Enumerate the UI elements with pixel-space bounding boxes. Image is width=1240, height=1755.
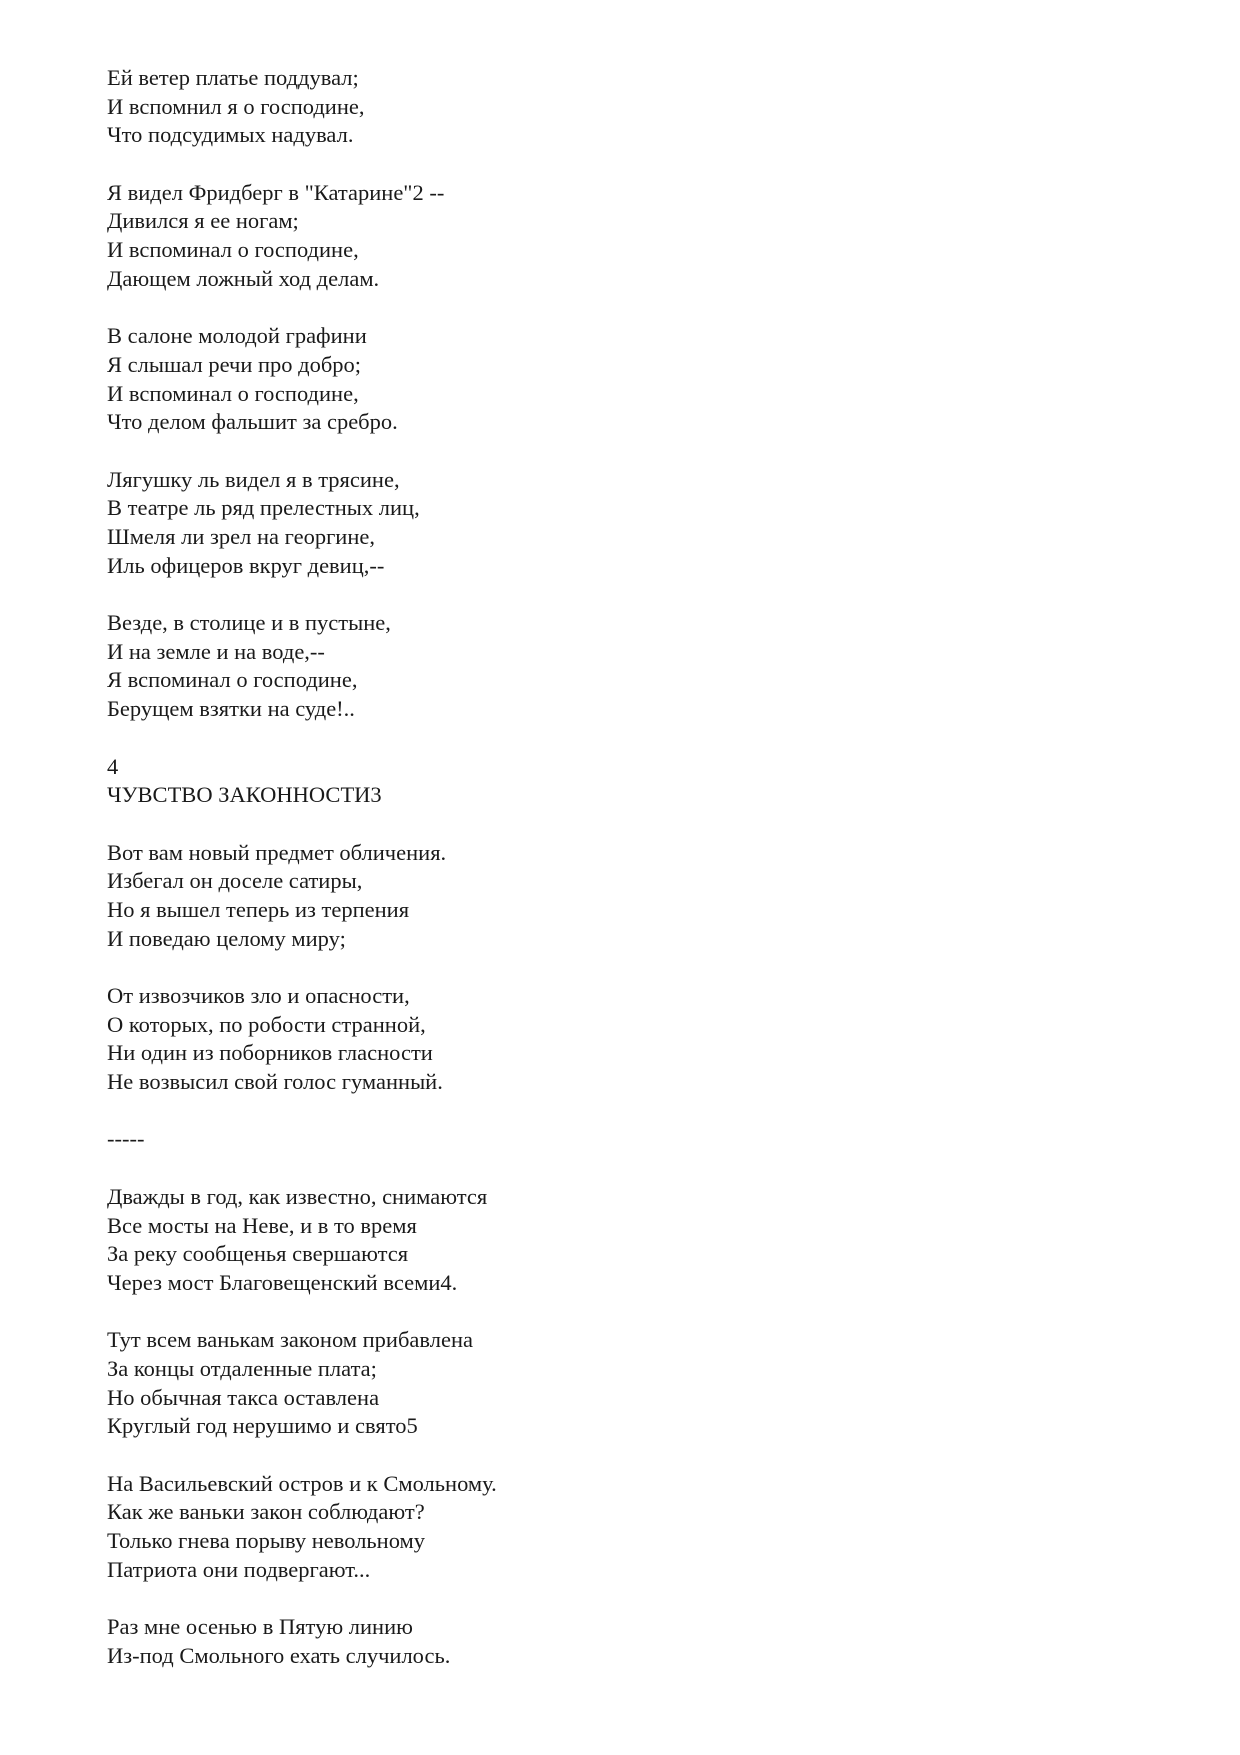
stanza [107,982,1107,1097]
stanza [107,1183,1107,1298]
verse-line: Что делом фальшит за сребро. [107,409,398,435]
verse-line: Берущем взятки на суде!.. [107,696,355,722]
verse-line: Избегал он доселе сатиры, [107,868,363,894]
stanzas-after [107,1183,1107,1671]
verse-line: Раз мне осенью в Пятую линию [107,1614,413,1640]
verse-line: За реку сообщенья свершаются [107,1241,409,1267]
verse-line: Круглый год нерушимо и свято5 [107,1413,418,1439]
verse-line: Ни один из поборников гласности [107,1040,433,1066]
section-number: 4 [107,753,119,779]
stanza [107,179,1107,294]
verse-line: В салоне молодой графини [107,323,367,349]
separator [107,1125,1107,1154]
verse-line: О которых, по робости странной, [107,1011,426,1037]
verse-line: Я вспоминал о господине, [107,667,358,693]
section-heading [107,753,1107,810]
verse-line: Но обычная такса оставлена [107,1384,380,1410]
verse-line: И вспоминал о господине, [107,237,359,263]
verse-line: Патриота они подвергают... [107,1556,371,1582]
stanza [107,1470,1107,1585]
document-page [107,64,1107,1699]
verse-line: Как же ваньки закон соблюдают? [107,1499,425,1525]
verse-line: Не возвысил свой голос гуманный. [107,1069,443,1095]
verse-line: Что подсудимых надувал. [107,122,354,148]
verse-line: Через мост Благовещенский всеми4. [107,1269,458,1295]
verse-line: Вот вам новый предмет обличения. [107,839,447,865]
stanza [107,609,1107,724]
stanzas-middle [107,839,1107,1097]
verse-line: Из-под Смольного ехать случилось. [107,1642,451,1668]
verse-line: Везде, в столице и в пустыне, [107,610,391,636]
verse-line: За концы отдаленные плата; [107,1355,377,1381]
verse-line: Дивился я ее ногам; [107,208,299,234]
stanza [107,322,1107,437]
verse-line: И на земле и на воде,-- [107,638,325,664]
verse-line: И вспоминал о господине, [107,380,359,406]
verse-line: Я слышал речи про добро; [107,351,362,377]
verse-line: Лягушку ль видел я в трясине, [107,466,400,492]
stanza [107,1326,1107,1441]
verse-line: В театре ль ряд прелестных лиц, [107,495,420,521]
stanza [107,839,1107,954]
stanzas-before [107,64,1107,724]
verse-line: Тут всем ванькам законом прибавлена [107,1327,473,1353]
verse-line: И вспомнил я о господине, [107,93,365,119]
verse-line: Дающем ложный ход делам. [107,265,380,291]
stanza [107,1613,1107,1670]
verse-line: Дважды в год, как известно, снимаются [107,1183,488,1209]
verse-line: Иль офицеров вкруг девиц,-- [107,552,385,578]
verse-line: Ей ветер платье поддувал; [107,65,359,90]
section-title: ЧУВСТВО ЗАКОННОСТИ3 [107,782,382,808]
stanza [107,64,1107,150]
stanza [107,466,1107,581]
separator-text: ----- [107,1126,145,1152]
verse-line: Я видел Фридберг в "Катарине"2 -- [107,179,445,205]
verse-line: От извозчиков зло и опасности, [107,983,410,1008]
verse-line: И поведаю целому миру; [107,925,346,951]
verse-line: Только гнева порыву невольному [107,1528,426,1554]
verse-line: На Васильевский остров и к Смольному. [107,1470,497,1496]
verse-line: Шмеля ли зрел на георгине, [107,524,375,549]
verse-line: Но я вышел теперь из терпения [107,896,410,922]
verse-line: Все мосты на Неве, и в то время [107,1212,417,1238]
